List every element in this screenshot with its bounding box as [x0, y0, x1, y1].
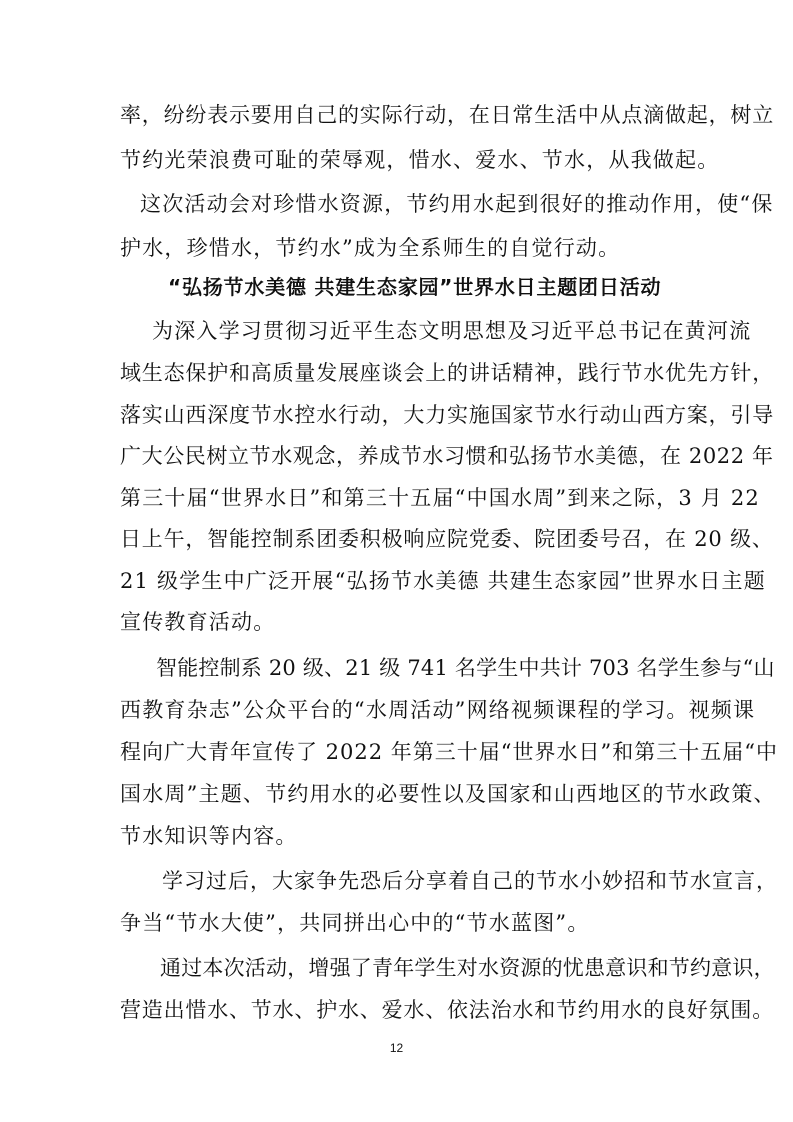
text-line: 西教育杂志”公众平台的“水周活动”网络视频课程的学习。视频课	[120, 698, 756, 722]
text-line: 节水知识等内容。	[120, 824, 298, 848]
text-line: 率，纷纷表示要用自己的实际行动，在日常生活中从点滴做起，树立	[120, 103, 774, 127]
text-line: 这次活动会对珍惜水资源，节约用水起到很好的推动作用，使“保	[140, 192, 774, 216]
section-heading: “弘扬节水美德 共建生态家园”世界水日主题团日活动	[168, 275, 662, 299]
text-line: 域生态保护和高质量发展座谈会上的讲话精神，践行节水优先方针，	[120, 361, 774, 385]
page-number: 12	[389, 1041, 404, 1055]
text-line: 通过本次活动，增强了青年学生对水资源的忧患意识和节约意识，	[160, 956, 775, 980]
text-line: 宣传教育活动。	[120, 610, 276, 634]
text-line: 争当“节水大使”，共同拼出心中的“节水蓝图”。	[120, 911, 590, 935]
text-line: 第三十届“世界水日”和第三十五届“中国水周”到来之际，3 月 22	[120, 486, 760, 510]
text-line: 落实山西深度节水控水行动，大力实施国家节水行动山西方案，引导	[120, 403, 774, 427]
text-line: 为深入学习贯彻习近平生态文明思想及习近平总书记在黄河流	[152, 319, 752, 343]
text-line: 21 级学生中广泛开展“弘扬节水美德 共建生态家园”世界水日主题	[120, 569, 766, 593]
text-line: 程向广大青年宣传了 2022 年第三十届“世界水日”和第三十五届“中	[120, 740, 778, 764]
text-line: 节约光荣浪费可耻的荣辱观，惜水、爱水、节水，从我做起。	[120, 148, 720, 172]
text-line: 国水周”主题、节约用水的必要性以及国家和山西地区的节水政策、	[120, 782, 776, 806]
text-line: 学习过后，大家争先恐后分享着自己的节水小妙招和节水宣言，	[162, 869, 778, 893]
text-line: 日上午，智能控制系团委积极响应院党委、院团委号召，在 20 级、	[120, 527, 774, 551]
text-line: 广大公民树立节水观念，养成节水习惯和弘扬节水美德，在 2022 年	[120, 444, 774, 468]
text-line: 护水，珍惜水，节约水”成为全系师生的自觉行动。	[120, 236, 621, 260]
text-line: 智能控制系 20 级、21 级 741 名学生中共计 703 名学生参与“山	[156, 656, 775, 680]
text-line: 营造出惜水、节水、护水、爱水、依法治水和节约用水的良好氛围。	[120, 998, 774, 1022]
